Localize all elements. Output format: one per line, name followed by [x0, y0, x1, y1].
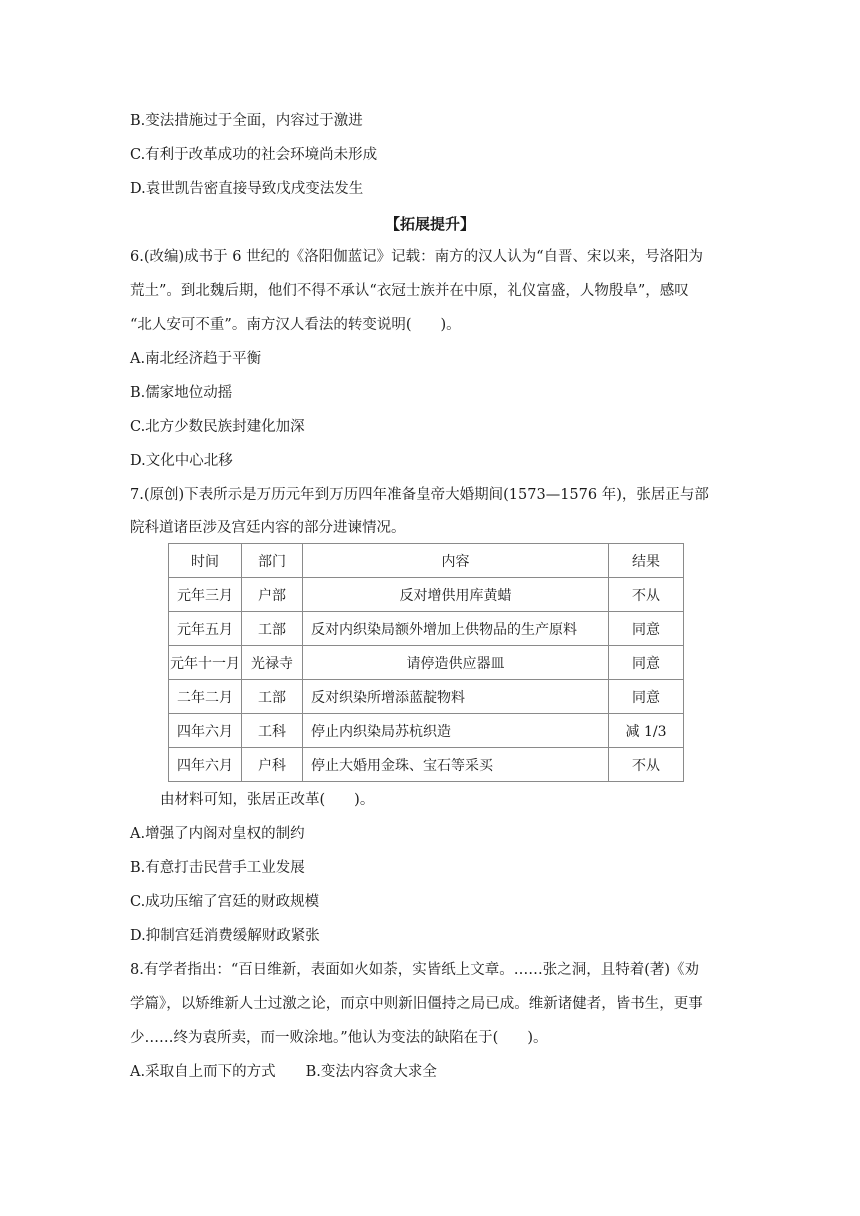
- q5-option-c: C.有利于改革成功的社会环境尚未形成: [130, 147, 378, 163]
- q8-stem-line-2: 学篇》，以矫维新人士过激之论，而京中则新旧僵持之局已成。维新诸健者，皆书生，更事: [130, 996, 703, 1012]
- q6-stem-line-2: 荒土”。到北魏后期，他们不得不承认“衣冠士族并在中原，礼仪富盛，人物殷阜”，感叹: [130, 283, 689, 299]
- table-cell: 不从: [609, 578, 684, 612]
- table-header: 内容: [303, 544, 609, 578]
- q8-option-b: B.变法内容贪大求全: [305, 1064, 437, 1080]
- table-cell: 同意: [609, 612, 684, 646]
- table-cell: 减 1/3: [609, 714, 684, 748]
- table-row: [169, 646, 684, 680]
- table-cell: 元年五月: [169, 612, 242, 646]
- table-cell: 元年三月: [169, 578, 242, 612]
- table-cell: 反对织染所增添蓝靛物料: [303, 680, 609, 714]
- q6-stem-line-1: 6.(改编)成书于 6 世纪的《洛阳伽蓝记》记载：南方的汉人认为“自晋、宋以来，号洛阳为: [130, 249, 704, 265]
- q8-stem-line-3: 少……终为袁所卖，而一败涂地。”他认为变法的缺陷在于( )。: [130, 1030, 548, 1046]
- q7-option-a: A.增强了内阁对皇权的制约: [130, 826, 305, 842]
- table-cell: 四年六月: [169, 748, 242, 782]
- table-row: [169, 748, 684, 782]
- q5-option-d: D.袁世凯告密直接导致戊戌变法发生: [130, 181, 364, 197]
- table-header: 部门: [242, 544, 303, 578]
- q8-option-a: A.采取自上而下的方式: [130, 1064, 276, 1080]
- table-cell: 户部: [242, 578, 303, 612]
- table-row: [169, 714, 684, 748]
- q6-option-d: D.文化中心北移: [130, 453, 233, 469]
- table-row: [169, 578, 684, 612]
- table-cell: 同意: [609, 646, 684, 680]
- table-header: 结果: [609, 544, 684, 578]
- table-cell: 不从: [609, 748, 684, 782]
- table-cell: 光禄寺: [242, 646, 303, 680]
- q7-stem-line-1: 7.(原创)下表所示是万历元年到万历四年准备皇帝大婚期间(1573—1576 年)，张居正与部: [130, 487, 709, 503]
- q5-option-b: B.变法措施过于全面，内容过于激进: [130, 113, 363, 129]
- q7-option-c: C.成功压缩了宫廷的财政规模: [130, 894, 320, 910]
- section-heading: 【拓展提升】: [384, 215, 475, 233]
- table-cell: 停止内织染局苏杭织造: [303, 714, 609, 748]
- table-cell: 工部: [242, 612, 303, 646]
- q6-stem-line-3: “北人安可不重”。南方汉人看法的转变说明( )。: [130, 317, 461, 333]
- q6-option-b: B.儒家地位动摇: [130, 385, 233, 401]
- table-cell: 停止大婚用金珠、宝石等采买: [303, 748, 609, 782]
- q6-option-a: A.南北经济趋于平衡: [130, 351, 262, 367]
- table-cell: 请停造供应器皿: [303, 646, 609, 680]
- table-cell: 四年六月: [169, 714, 242, 748]
- table-cell: 工部: [242, 680, 303, 714]
- table-cell: 同意: [609, 680, 684, 714]
- table-header-row: [169, 544, 684, 578]
- q7-option-d: D.抑制宫廷消费缓解财政紧张: [130, 928, 320, 944]
- q6-option-c: C.北方少数民族封建化加深: [130, 419, 305, 435]
- table-header: 时间: [169, 544, 242, 578]
- remonstrance-table: [168, 543, 684, 782]
- table-cell: 反对内织染局额外增加上供物品的生产原料: [303, 612, 609, 646]
- table-cell: 户科: [242, 748, 303, 782]
- table-row: [169, 680, 684, 714]
- q7-question: 由材料可知，张居正改革( )。: [160, 792, 375, 808]
- table-cell: 反对增供用库黄蜡: [303, 578, 609, 612]
- table-cell: 工科: [242, 714, 303, 748]
- table-row: [169, 612, 684, 646]
- table-cell: 元年十一月: [169, 646, 242, 680]
- q7-option-b: B.有意打击民营手工业发展: [130, 860, 305, 876]
- q8-options-row-1: [130, 1062, 437, 1082]
- q7-stem-line-2: 院科道诸臣涉及宫廷内容的部分进谏情况。: [130, 520, 406, 536]
- table-cell: 二年二月: [169, 680, 242, 714]
- q8-stem-line-1: 8.有学者指出：“百日维新，表面如火如荼，实皆纸上文章。……张之洞，且特着(著)《劝: [130, 962, 700, 978]
